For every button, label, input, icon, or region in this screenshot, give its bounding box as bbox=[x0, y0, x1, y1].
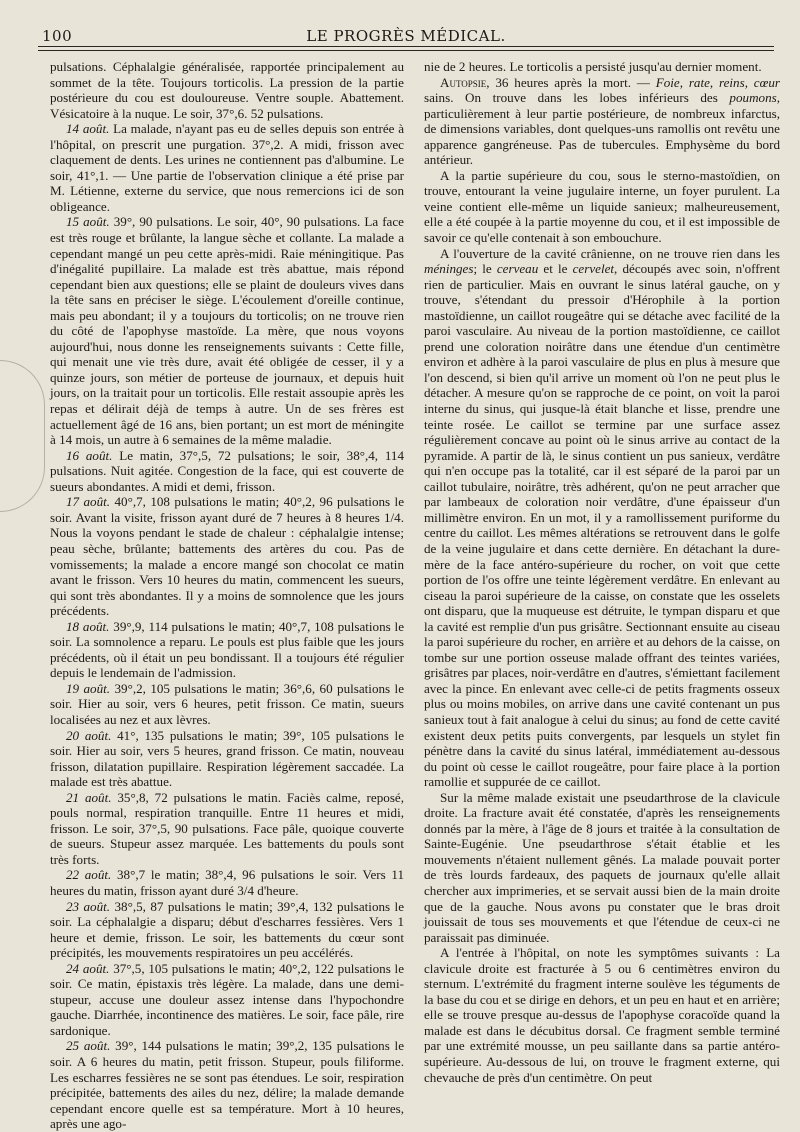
left-paragraph bbox=[50, 59, 404, 121]
right-paragraph: A la partie supérieure du cou, sous le sterno-mastoïdien, on trouve, entourant la veine jugulaire interne, un foyer purulent. La veine contient elle-même un liquide sanieux; malheureusement, elle a été coupée à la partie moyenne du cou, et il est impossible de savoir ce qu'elle contenait à son embouchure. bbox=[424, 167, 780, 246]
entry-date: 17 août. bbox=[66, 494, 111, 510]
left-paragraph bbox=[50, 619, 404, 681]
entry-date: 18 août. bbox=[66, 618, 110, 634]
entry-text: 39°,9, 114 pulsations le matin; 40°,7, 108 pulsations le soir. La somnolence a reparu. Le pouls est plus faible que les jours précédents, où il était un peu bondissant. Il a toujours été régulier depuis le lendemain de l'admission. bbox=[50, 618, 405, 681]
left-paragraph bbox=[50, 728, 404, 790]
entry-date: 22 août. bbox=[66, 867, 112, 883]
entry-text: 38°,7 le matin; 38°,4, 96 pulsations le soir. Vers 11 heures du matin, frisson ayant duré 3/4 d'heure. bbox=[50, 867, 405, 898]
entry-date: 23 août. bbox=[66, 898, 111, 914]
header-rule-thin bbox=[38, 50, 774, 51]
right-paragraph: A l'entrée à l'hôpital, on note les symptômes suivants : La clavicule droite est fracturée à 5 ou 6 centimètres environ du sternum. L'extrémité du fragment interne soulève les téguments de la base du cou et se dirige en dehors, et un peu en haut et en arrière; elle se trouve presque au-dessus de l'apophyse coracoïde quand la malade est dans le décubitus dorsal. Ce fragment semble terminé par une extrémité mousse, un peu saillante dans sa partie antéro-supérieure. Au-dessous de lui, on trouve le fragment externe, qui chevauche de près d'un centimètre. On peut bbox=[424, 945, 780, 1085]
entry-text: La malade, n'ayant pas eu de selles depuis son entrée à l'hôpital, on prescrit une purgation. 37°,2. A midi, frisson avec claquement de dents. Les urines ne contiennent pas d'albumine. Le soir, 41°,1. — Une partie de l'observation clinique a été prise par M. Létienne, externe du service, que nous remercions ici de son obligeance. bbox=[50, 121, 405, 214]
library-stamp bbox=[0, 360, 45, 512]
left-paragraph bbox=[50, 899, 404, 961]
entry-date: 16 août. bbox=[66, 447, 113, 463]
entry-text: 40°,7, 108 pulsations le matin; 40°,2, 96 pulsations le soir. Avant la visite, frisson ayant duré de 7 heures à 8 heures 1/4. Nous la voyons pendant le stade de chaleur : céphalalgie intense; peau sèche, brûlante; battements des artères du cou. Pas de vomissements; la malade a encore mangé son chocolat ce matin avant le frisson. Vers 10 heures du matin, commencent les sueurs, qui sont très abondantes. Il y a moins de somnolence que les jours précédents. bbox=[50, 494, 405, 619]
entry-text: 39°,2, 105 pulsations le matin; 36°,6, 60 pulsations le soir. Hier au soir, vers 6 heures, petit frisson. Ce matin, sueurs localisées au nez et aux lèvres. bbox=[50, 680, 405, 727]
entry-text: Le matin, 37°,5, 72 pulsations; le soir, 38°,4, 114 pulsations. Nuit agitée. Congestion de la face, qui est couverte de sueurs abondantes. A midi et demi, frisson. bbox=[50, 447, 405, 494]
entry-date: 25 août. bbox=[66, 1038, 111, 1054]
entry-text: pulsations. Céphalalgie généralisée, rapportée principalement au sommet de la tête. Toujours torticolis. La pression de la partie postérieure du cou est douloureuse. Ventre souple. Abattement. Vésicatoire à la nuque. Le soir, 37°,6. 52 pulsations. bbox=[50, 59, 404, 121]
right-paragraph: nie de 2 heures. Le torticolis a persisté jusqu'au dernier moment. bbox=[424, 59, 762, 74]
entry-text: 39°, 90 pulsations. Le soir, 40°, 90 pulsations. La face est très rouge et brûlante, la langue sèche et collante. La malade a cependant mangé un peu cette après-midi. Raie méningitique. Pas d'inégalité pupillaire. La malade est très abattue, mais répond cependant bien aux questions; elle se plaint de douleurs vives dans la tête sans en préciser le siège. L'écoulement d'oreille continue, mais peu abondant; il y a toujours du torticolis; on ne trouve rien du côté de l'apophyse mastoïde. La mère, que nous voyons aujourd'hui, nous donne les renseignements suivants : Cette fille, qui menait une vie très dure, avait été obligée de cesser, il y a quinze jours, son métier de porteuse de journaux, et depuis huit jours, on la traitait pour un torticolis. Elle restait assoupie après les repas et délirait déjà de temps à autre. Un de ses frères est actuellement âgé de 16 ans, bien portant; un est mort de méningite à 14 mois, un autre à 6 semaines de la même maladie. bbox=[50, 214, 404, 448]
left-paragraph bbox=[50, 1038, 404, 1131]
left-paragraph bbox=[50, 121, 404, 214]
left-paragraph bbox=[50, 494, 404, 618]
left-paragraph bbox=[50, 681, 404, 728]
entry-date: 19 août. bbox=[66, 680, 111, 696]
right-paragraph: Sur la même malade existait une pseudarthrose de la clavicule droite. La fracture avait été constatée, d'après les renseignements donnés par la mère, à l'âge de 8 jours et traitée à la consultation de Sainte-Eugénie. Une pseudarthrose s'était établie et les mouvements n'étaient nullement gênés. La malade pouvait porter de très lourds fardeaux, des paquets de journaux qu'elle allait chercher aux imprimeries, et se servait aussi bien de la main droite que de la gauche. Nous avons pu constater que le bras droit jouissait de tous ses mouvements et que l'étendue de ceux-ci ne paraissait pas diminuée. bbox=[424, 789, 780, 945]
entry-text: 41°, 135 pulsations le matin; 39°, 105 pulsations le soir. Hier au soir, vers 5 heures, grand frisson. Ce matin, nouveau frisson, dilatation pupillaire. Respiration légèrement saccadée. La malade est très abattue. bbox=[50, 727, 405, 790]
entry-text: 38°,5, 87 pulsations le matin; 39°,4, 132 pulsations le soir. La céphalalgie a disparu; début d'escharres fessières. Vers 1 heure et demie, frisson. Le soir, les battements du cœur sont précipités, les mouvements respiratoires un peu accélérés. bbox=[50, 898, 405, 961]
entry-date: 15 août. bbox=[66, 214, 110, 230]
page-header bbox=[36, 27, 776, 47]
left-paragraph bbox=[50, 961, 404, 1039]
left-column bbox=[50, 59, 405, 1132]
entry-date: 21 août. bbox=[66, 789, 112, 805]
entry-date: 20 août. bbox=[66, 727, 112, 743]
right-paragraph: Autopsie, 36 heures après la mort. — Foie, rate, reins, cœur sains. On trouve dans les lobes inférieurs des poumons, particulièrement à leur partie postérieure, de nombreux infarctus, de dimensions variables, dont quelques-uns ramollis ont revêtu une apparence gangréneuse. Pas de tubercules. Emphysème du bord antérieur. bbox=[424, 74, 780, 168]
page-number: 100 bbox=[42, 27, 73, 45]
entry-date: 24 août. bbox=[66, 960, 110, 976]
left-paragraph bbox=[50, 867, 404, 898]
left-paragraph bbox=[50, 448, 404, 495]
journal-title: LE PROGRÈS MÉDICAL. bbox=[306, 27, 506, 45]
left-paragraph bbox=[50, 790, 404, 868]
header-rule bbox=[38, 46, 774, 47]
left-paragraph bbox=[50, 214, 404, 447]
entry-date: 14 août. bbox=[66, 121, 110, 137]
entry-text: 35°,8, 72 pulsations le matin. Faciès calme, reposé, pouls normal, respiration tranquille. Entre 11 heures et midi, frisson. Le soir, 37°,5, 90 pulsations. Face pâle, quoique couverte de sueurs. Stupeur assez marquée. Les battements du pouls sont très forts. bbox=[50, 789, 405, 867]
right-column bbox=[424, 59, 780, 1107]
entry-text: 37°,5, 105 pulsations le matin; 40°,2, 122 pulsations le soir. Ce matin, épistaxis très légère. La malade, dans une demi-stupeur, accuse une douleur assez intense dans l'hypochondre gauche. Diarrhée, incontinence des matières. Le soir, face pâle, rire sardonique. bbox=[50, 960, 405, 1038]
entry-text: 39°, 144 pulsations le matin; 39°,2, 135 pulsations le soir. A 6 heures du matin, petit frisson. Stupeur, pouls filiforme. Les escharres fessières ne se sont pas étendues. Le soir, respiration précipitée, battements des ailes du nez, délire; la malade demande cependant encore quelle est sa température. Mort à 10 heures, après une ago- bbox=[50, 1038, 405, 1132]
right-paragraph: A l'ouverture de la cavité crânienne, on ne trouve rien dans les méninges; le cerveau et le cervelet, découpés avec soin, n'offrent rien de particulier. Mais en ouvrant le sinus latéral gauche, on y trouve, s'étendant du pressoir d'Hérophile à la portion mastoïdienne, un caillot rougeâtre qui se détache avec facilité de la paroi vasculaire. Au niveau de la portion mastoïdienne, ce caillot prend une coloration noirâtre dans une étendue d'un centimètre environ et adhère à la paroi vasculaire de plus en plus à mesure que l'on descend, si bien qu'il arrive un moment où l'on ne peut plus le détacher. A mesure qu'on se rapproche de ce point, on voit la paroi interne du sinus, qui jusque-là était blanche et lisse, prendre une teinte rosée. Le caillot se termine par une surface assez régulièrement concave au point où le sinus arrive au contact de la pyramide. A partir de là, le sinus contient un pus sanieux, verdâtre qui n'en occupe pas la totalité, car il est séparé de la paroi par un caillot tubulaire, noirâtre, très adhérent, qu'on ne peut arracher que par lambeaux de coloration noir verdâtre, d'une épaisseur d'un millimètre environ. En un mot, il y a ramollissement puriforme du centre du caillot. Les mêmes altérations se retrouvent dans le golfe de la veine jugulaire et dans cette dernière. En détachant la dure-mère de la face antéro-supérieure du rocher, on voit que cette portion de l'os offre une teinte légèrement verdâtre. En enlevant au ciseau la paroi supérieure de la caisse, on constate que les osselets ont disparu, que la muqueuse est détruite, le tympan disparu et que la cavité est remplie d'un pus grisâtre. Sectionnant ensuite au ciseau la paroi supérieure du rocher, en arrière et au dehors de la caisse, on tombe sur une portion osseuse malade offrant des teintes variées, grisâtres par places, noir-verdâtre en d'autres, s'émiettant facilement avec la pince. En enlevant avec celle-ci de petits fragments osseux plus ou moins mobiles, on arrive dans une cavité contenant un pus sanieux tout à fait analogue à celui du sinus; au fond de cette cavité existent deux petits puits convergents, par lesquels un stylet fin pénètre dans la cavité du sinus latéral, immédiatement au-dessous du point où cesse le caillot rougeâtre, pour faire place à la portion ramollie et suppurée de ce caillot. bbox=[424, 245, 780, 790]
